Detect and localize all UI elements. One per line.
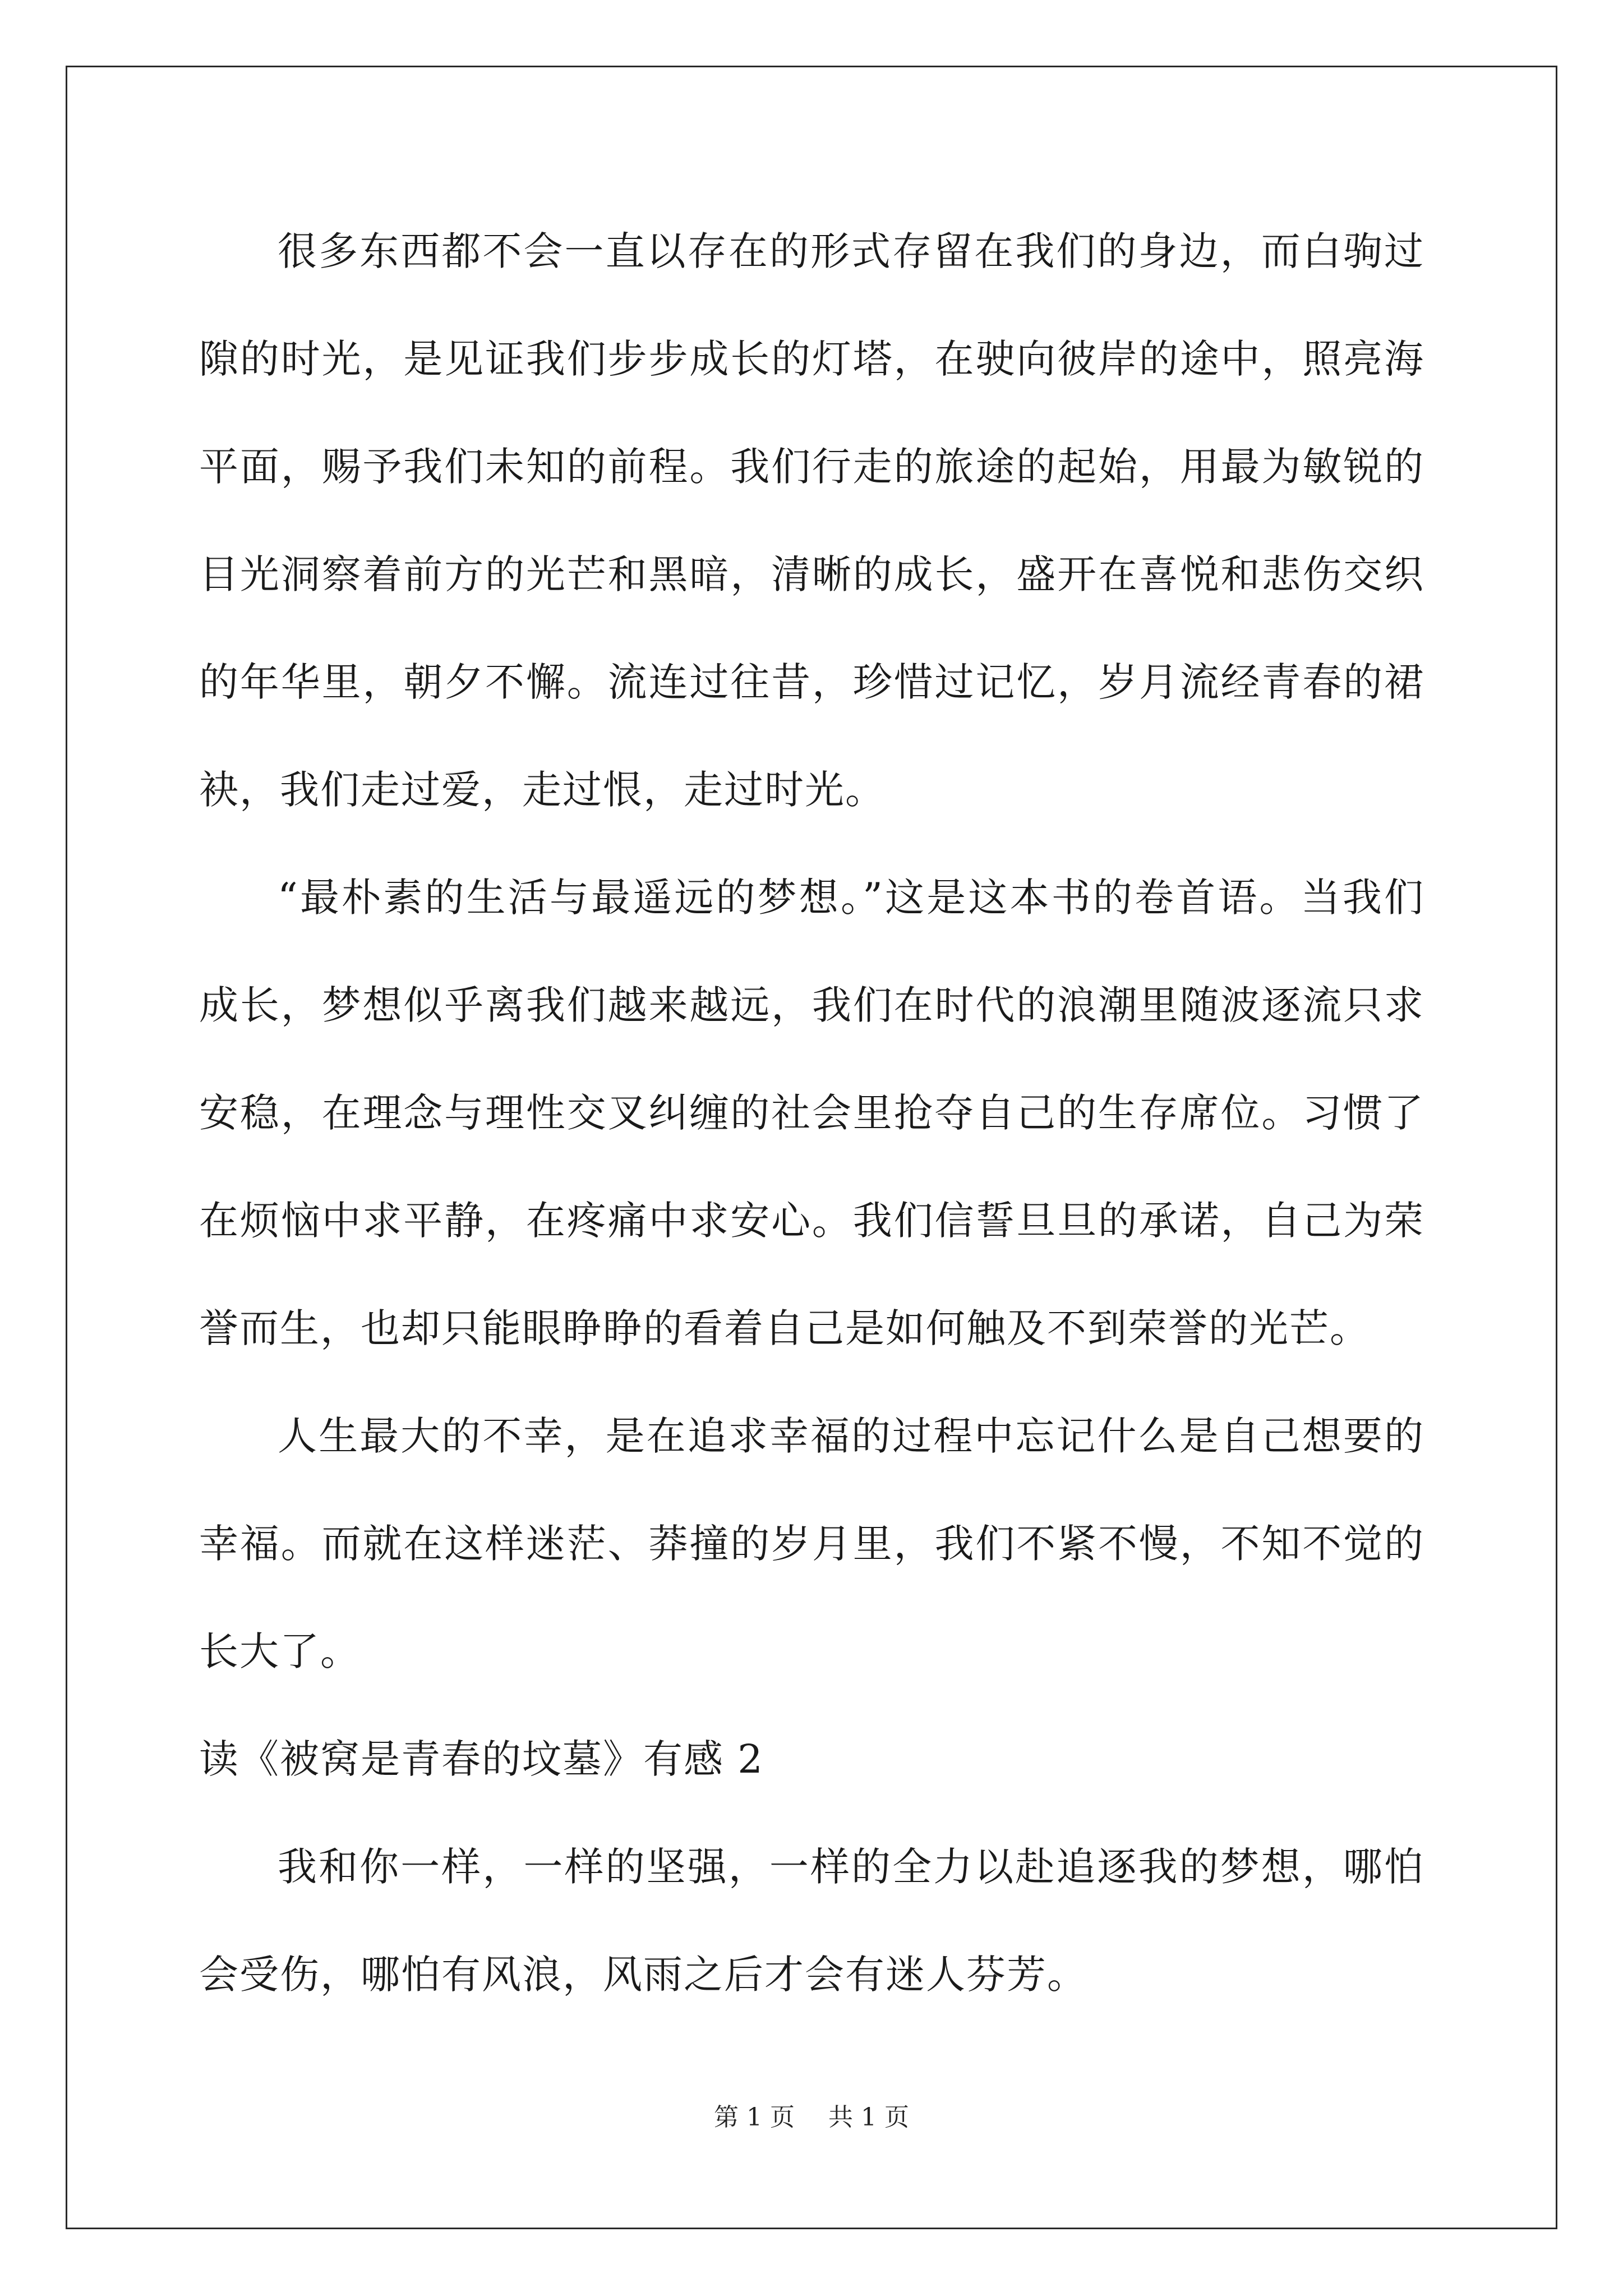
page-number: 第 1 页 bbox=[714, 2103, 795, 2132]
paragraph-1: 很多东西都不会一直以存在的形式存留在我们的身边，而白驹过隙的时光，是见证我们步步成长的灯塔，在驶向彼岸的途中，照亮海平面，赐予我们未知的前程。我们行走的旅途的起始，用最为敏锐的目光洞察着前方的光芒和黑暗，清晰的成长，盛开在喜悦和悲伤交织的年华里，朝夕不懈。流连过往昔，珍惜过记忆，岁月流经青春的裙袂，我们走过爱，走过恨，走过时光。 bbox=[199, 228, 1424, 813]
document-body bbox=[199, 197, 1424, 2028]
page-total: 共 1 页 bbox=[828, 2103, 909, 2132]
paragraph-3: 人生最大的不幸，是在追求幸福的过程中忘记什么是自己想要的幸福。而就在这样迷茫、莽撞的岁月里，我们不紧不慢，不知不觉的长大了。 bbox=[199, 1413, 1424, 1674]
section-heading: 读《被窝是青春的坟墓》有感 2 bbox=[199, 1736, 764, 1782]
paragraph-2: “最朴素的生活与最遥远的梦想。”这是这本书的卷首语。当我们成长，梦想似乎离我们越来越远，我们在时代的浪潮里随波逐流只求安稳，在理念与理性交叉纠缠的社会里抢夺自己的生存席位。习惯了在烦恼中求平静，在疼痛中求安心。我们信誓旦旦的承诺，自己为荣誉而生，也却只能眼睁睁的看着自己是如何触及不到荣誉的光芒。 bbox=[199, 875, 1424, 1351]
page-footer bbox=[0, 2101, 1623, 2134]
paragraph-4: 我和你一样，一样的坚强，一样的全力以赴追逐我的梦想，哪怕会受伤，哪怕有风浪，风雨之后才会有迷人芬芳。 bbox=[199, 1844, 1424, 1998]
